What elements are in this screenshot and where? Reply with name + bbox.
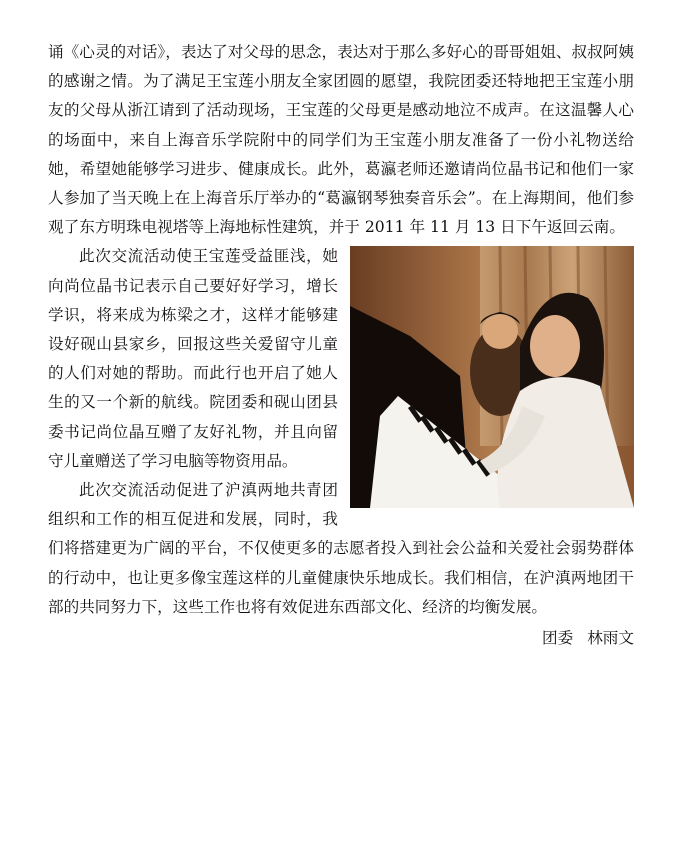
paragraph-1: 诵《心灵的对话》，表达了对父母的思念，表达对于那么多好心的哥哥姐姐、叔叔阿姨的感谢之情。为了满足王宝莲小朋友全家团圆的愿望，我院团委还特地把王宝莲小朋友的父母从浙江请到了活动现场，王宝莲的父母更是感动地泣不成声。在这温馨人心的场面中，来自上海音乐学院附中的同学们为王宝莲小朋友准备了一份小礼物送给她，希望她能够学习进步、健康成长。此外，葛瀛老师还邀请尚位晶书记和他们一家人参加了当天晚上在上海音乐厅举办的“葛瀛钢琴独奏音乐会”。在上海期间，他们参观了东方明珠电视塔等上海地标性建筑，并于 2011 年 11 月 13 日下午返回云南。 [48, 43, 634, 237]
signature-name: 林雨文 [587, 629, 634, 648]
article-body [48, 38, 634, 653]
signature-org: 团委 [542, 629, 574, 648]
children-piano-photo [350, 246, 634, 508]
signature [48, 624, 634, 653]
paragraph-3: 此次交流活动促进了沪滇两地共青团组织和工作的相互促进和发展，同时，我们将搭建更为广阔的平台，不仅使更多的志愿者投入到社会公益和关爱社会弱势群体的行动中，也让更多像宝莲这样的儿童健康快乐地成长。我们相信，在沪滇两地团干部的共同努力下，这些工作也将有效促进东西部文化、经济的均衡发展。 [48, 481, 634, 616]
paragraph-2: 此次交流活动使王宝莲受益匪浅，她向尚位晶书记表示自己要好好学习，增长学识，将来成为栋梁之才，这样才能够建设好砚山县家乡，回报这些关爱留守儿童的人们对她的帮助。而此行也开启了她人生的又一个新的航线。院团委和砚山团县委书记尚位晶互赠了友好礼物，并且向留守儿童赠送了学习电脑等物资用品。 [48, 247, 338, 470]
